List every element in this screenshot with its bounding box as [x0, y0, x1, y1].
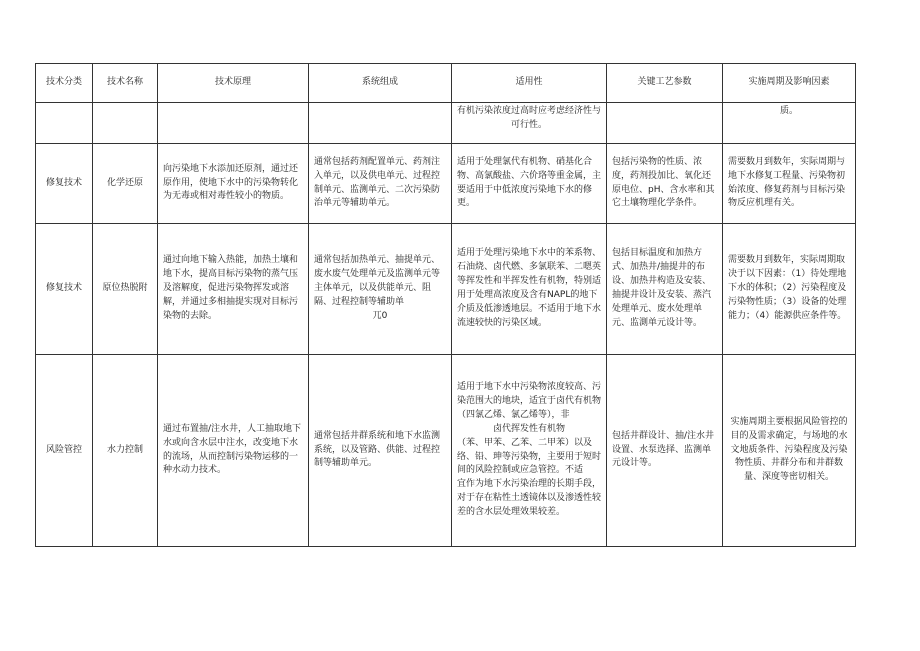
header-parameters: 关键工艺参数: [607, 64, 723, 103]
cell-applicability: [452, 355, 607, 547]
cell-parameters: 包括污染物的性质、浓度，药剂投加比、氧化还原电位、pH、含水率和其它土壤物理化学条件。: [607, 144, 723, 224]
cell-name: 化学还原: [93, 144, 158, 224]
cell-category: 修复技术: [36, 224, 93, 355]
cell-name: [93, 103, 158, 144]
table-row: [36, 103, 856, 144]
cell-system: [309, 224, 452, 355]
table-row: [36, 224, 856, 355]
system-text: 通常包括加热单元、抽提单元、废水废气处理单元及监测单元等主体单元，以及供能单元、阻隔、过程控制等辅助单: [314, 255, 441, 307]
cell-principle: [158, 103, 309, 144]
header-name: 技术名称: [93, 64, 158, 103]
cell-period: 需要数月到数年，实际周期取决于以下因素：（1）待处理地下水的体积；（2）污染程度及污染物性质；（3）设备的处理能力；（4）能源供应条件等。: [723, 224, 856, 355]
cell-name: 原位热脱附: [93, 224, 158, 355]
cell-principle: 向污染地下水添加还原剂，通过还原作用，使地下水中的污染物转化为无毒或相对毒性较小的物质。: [158, 144, 309, 224]
cell-system: 通常包括井群系统和地下水监测系统，以及管路、供能、过程控制等辅助单元。: [309, 355, 452, 547]
cell-principle: 通过布置抽/注水井，人工抽取地下水或向含水层中注水，改变地下水的流场，从而控制污染物运移的一种水动力技术。: [158, 355, 309, 547]
table-row: [36, 355, 856, 547]
cell-applicability: 有机污染浓度过高时应考虑经济性与可行性。: [452, 103, 607, 144]
cell-period: 需要数月到数年，实际周期与地下水修复工程量、污染物初始浓度、修复药剂与目标污染物反应机理有关。: [723, 144, 856, 224]
cell-parameters: [607, 103, 723, 144]
cell-applicability: 适用于处理污染地下水中的苯系物、石油烧、卤代燃、多氯联苯、二嗯英等挥发性和半挥发性有机物，特别适用于处理高浓度及含有NAPL的地下介质及低渗透地层。不适用于地下水流速较快的污染区域。: [452, 224, 607, 355]
cell-system: [309, 103, 452, 144]
applicability-text-b: 卤代挥发性有机物: [492, 423, 565, 434]
system-tail-text: 兀0: [372, 310, 388, 321]
header-category: 技术分类: [36, 64, 93, 103]
cell-parameters: 包括井群设计、抽/注水井设置、水泵选择、监测单元设计等。: [607, 355, 723, 547]
applicability-text-d: 宜作为地下水污染治理的长期手段，对于存在粘性土透镜体以及渗透性较差的含水层处理效果较差。: [457, 479, 602, 518]
header-period: 实施周期及影响因素: [723, 64, 856, 103]
cell-category: [36, 103, 93, 144]
cell-parameters: 包括目标温度和加热方式、加热井/抽提井的布设、加热井构造及安装、抽提井设计及安装、蒸汽处理单元、废水处理单元、监測单元设计等。: [607, 224, 723, 355]
table-row: [36, 144, 856, 224]
cell-name: 水力控制: [93, 355, 158, 547]
applicability-text-a: 适用于地下水中污染物浓度较高、污染范围大的地块，适宜于卤代有机物（四氯乙烯、氯乙烯等），非: [457, 381, 602, 420]
cell-principle: 通过向地下输入热能，加热土壤和地下水，提高目标污染物的蒸气压及溶解度，促进污染物挥发或溶解，并通过多相抽提实现对目标污染物的去除。: [158, 224, 309, 355]
applicability-text-c: （苯、甲苯、乙苯、二甲苯）以及络、铅、珅等污染物，主要用于短时间的风险控制或应急管控。不适: [457, 437, 602, 476]
header-applicability: 适用性: [452, 64, 607, 103]
cell-applicability: 适用于处理氯代有机物、硝基化合物、高氯酸盐、六价珞等重金属，主要适用于中低浓度污染地下水的修更。: [452, 144, 607, 224]
header-system: 系统组成: [309, 64, 452, 103]
technology-table: [35, 63, 856, 547]
cell-period: 质。: [723, 103, 856, 144]
table-header-row: [36, 64, 856, 103]
cell-category: 修复技术: [36, 144, 93, 224]
cell-category: 风险管控: [36, 355, 93, 547]
cell-system: 通常包括药剂配置单元、药剂注入单元，以及供电单元、过程控制单元、监测单元、二次污染防治单元等辅助单元。: [309, 144, 452, 224]
header-principle: 技术原理: [158, 64, 309, 103]
cell-period: 实施周期主要根据风险管控的目的及需求确定，与场地的水文地质条件、污染程度及污染物性质、井群分布和井群数量、深度等密切相关。: [723, 355, 856, 547]
